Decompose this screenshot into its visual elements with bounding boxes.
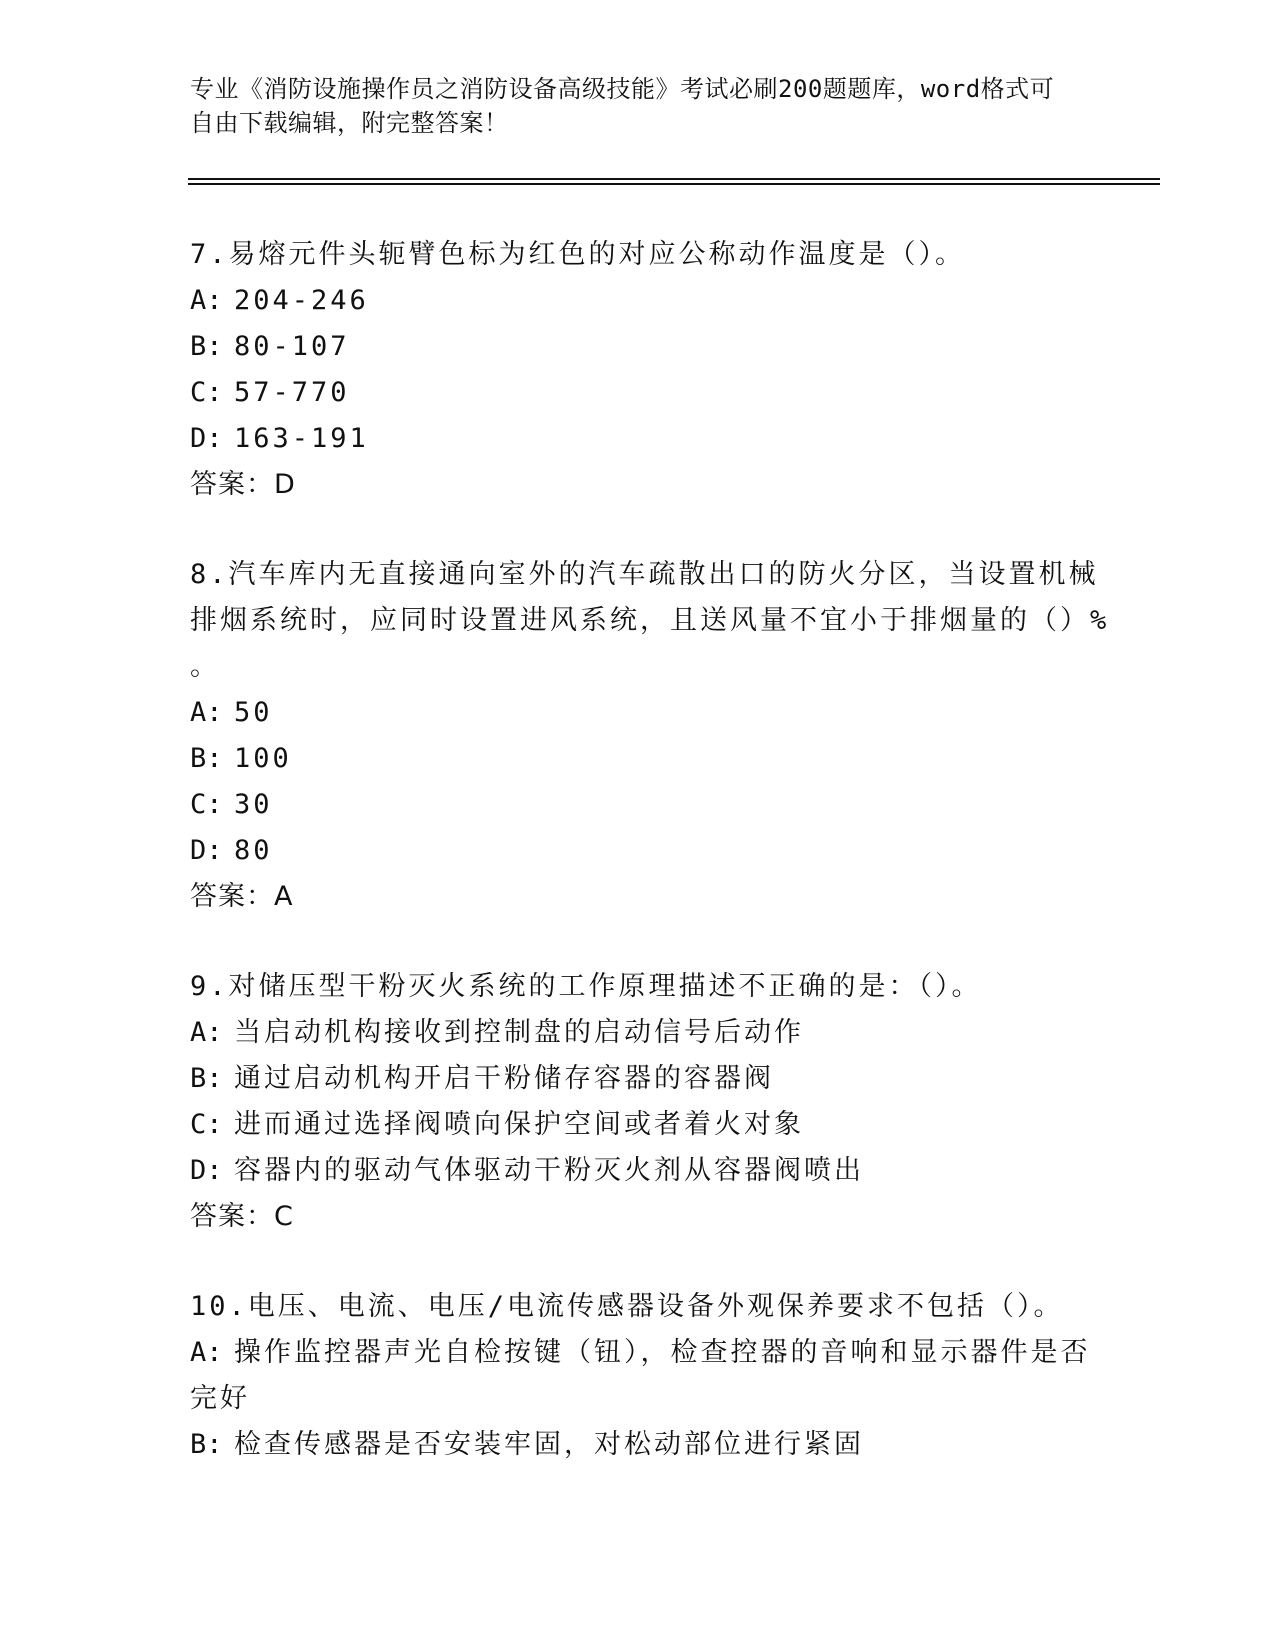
option-key: B: [190, 331, 223, 362]
option-text: 容器内的驱动气体驱动干粉灭火剂从容器阀喷出 [234, 1155, 864, 1186]
option-key: D: [190, 835, 223, 866]
option-text: 30 [234, 789, 273, 820]
option-text: 80 [234, 835, 273, 866]
option-text: 进而通过选择阀喷向保护空间或者着火对象 [234, 1109, 804, 1140]
header-divider-top [188, 178, 1160, 180]
header-divider-bottom [188, 183, 1160, 185]
option-key: B: [190, 1429, 223, 1460]
option-key: A: [190, 1017, 223, 1048]
option-a-continued: 完好 [190, 1383, 250, 1414]
option-d [190, 416, 1090, 462]
header-line-2: 自由下载编辑，附完整答案！ [190, 109, 509, 137]
question-7 [190, 232, 1090, 508]
option-b [190, 736, 1090, 782]
option-key: C: [190, 377, 223, 408]
header-line-1: 专业《消防设施操作员之消防设备高级技能》考试必刷200题题库，word格式可 [190, 75, 1055, 103]
option-text: 50 [234, 697, 273, 728]
option-a [190, 1330, 1090, 1376]
question-text: 7.易熔元件头轭臂色标为红色的对应公称动作温度是（）。 [190, 239, 966, 270]
answer-line: 答案：A [190, 881, 294, 912]
question-list [190, 232, 1110, 1512]
option-b [190, 1422, 1090, 1468]
answer-line: 答案：D [190, 469, 296, 500]
option-key: C: [190, 789, 223, 820]
option-text: 检查传感器是否安装牢固，对松动部位进行紧固 [234, 1429, 864, 1460]
option-key: D: [190, 1155, 223, 1186]
option-key: A: [190, 697, 223, 728]
option-key: B: [190, 743, 223, 774]
option-key: C: [190, 1109, 223, 1140]
option-text: 204-246 [234, 285, 369, 316]
option-key: B: [190, 1063, 223, 1094]
answer-line: 答案：C [190, 1201, 294, 1232]
option-d [190, 1148, 1090, 1194]
option-text: 通过启动机构开启干粉储存容器的容器阀 [234, 1063, 774, 1094]
option-d [190, 828, 1090, 874]
option-b [190, 1056, 1090, 1102]
question-8 [190, 552, 1110, 920]
option-key: A: [190, 285, 223, 316]
question-text: 10.电压、电流、电压/电流传感器设备外观保养要求不包括（）。 [190, 1291, 1064, 1322]
question-9 [190, 964, 1090, 1240]
option-text: 163-191 [234, 423, 369, 454]
question-text-line-2: 排烟系统时，应同时设置进风系统，且送风量不宜小于排烟量的（）% [190, 605, 1110, 636]
option-text: 当启动机构接收到控制盘的启动信号后动作 [234, 1017, 804, 1048]
option-a [190, 690, 1090, 736]
option-text: 57-770 [234, 377, 350, 408]
option-text: 操作监控器声光自检按键（钮），检查控器的音响和显示器件是否 [234, 1337, 1091, 1368]
option-text: 80-107 [234, 331, 350, 362]
option-key: D: [190, 423, 223, 454]
option-text: 100 [234, 743, 292, 774]
option-c [190, 782, 1090, 828]
option-c [190, 370, 1090, 416]
question-10 [190, 1284, 1090, 1468]
option-a [190, 1010, 1090, 1056]
option-b [190, 324, 1090, 370]
question-text: 9.对储压型干粉灭火系统的工作原理描述不正确的是：（）。 [190, 971, 982, 1002]
question-text-line-1: 8.汽车库内无直接通向室外的汽车疏散出口的防火分区，当设置机械 [190, 559, 1099, 590]
option-key: A: [190, 1337, 223, 1368]
question-text-line-3: 。 [190, 651, 220, 682]
option-c [190, 1102, 1090, 1148]
document-header [190, 72, 1090, 140]
option-a [190, 278, 1090, 324]
